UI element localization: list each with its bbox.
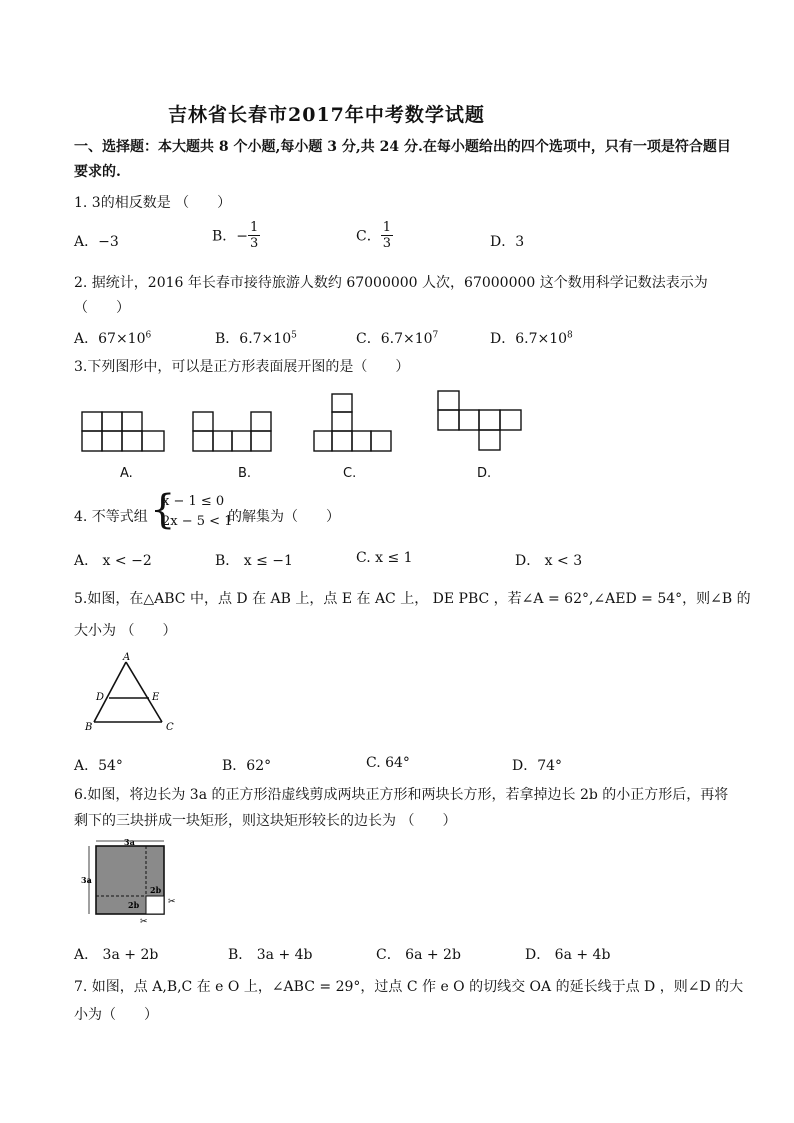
q3-stem: 3.下列图形中，可以是正方形表面展开图的是（ ） bbox=[74, 359, 410, 375]
q3-label-a: A. bbox=[120, 466, 133, 481]
q6-square-figure bbox=[80, 836, 190, 926]
q5-option-b: B．62° bbox=[222, 758, 272, 774]
q1-option-b bbox=[212, 220, 260, 251]
q2-option-a bbox=[74, 328, 151, 348]
q4-brace: { bbox=[150, 487, 176, 533]
q6-stem-line1: 6.如图，将边长为 3a 的正方形沿虚线剪成两块正方形和两块长方形，若拿掉边长 2b 的小正方形后，再将 bbox=[74, 787, 729, 803]
net-figure-b bbox=[193, 412, 271, 451]
q2-d-value: 6.7×10 bbox=[515, 331, 568, 347]
q2-c-value: 6.7×10 bbox=[380, 331, 433, 347]
q1-stem: 1. 3的相反数是 （ ） bbox=[74, 195, 232, 211]
section-heading-line1: 一、选择题：本大题共 8 个小题,每小题 3 分,共 24 分.在每小题给出的四个选项中，只有一项是符合题目 bbox=[74, 139, 731, 155]
q1-b-denominator: 3 bbox=[250, 236, 259, 251]
q2-stem-line1: 2. 据统计，2016 年长春市接待旅游人数约 67000000 人次，67000000 这个数用科学记数法表示为 bbox=[74, 275, 708, 291]
q2-b-value: 6.7×10 bbox=[239, 331, 292, 347]
q2-option-b bbox=[215, 328, 297, 348]
q4-suffix: 的解集为（ ） bbox=[228, 509, 340, 525]
q3-label-b: B. bbox=[238, 466, 252, 481]
q1-option-d: D．3 bbox=[490, 234, 525, 250]
q5-option-c: C. 64° bbox=[366, 755, 410, 771]
q6-label-bottom: 2b bbox=[128, 900, 140, 910]
q1-option-c-prefix: C． bbox=[356, 228, 381, 245]
q5-point-b: B bbox=[85, 722, 93, 733]
q7-stem-line2: 小为（ ） bbox=[74, 1007, 158, 1023]
q6-option-b: B． 3a + 4b bbox=[228, 947, 313, 963]
q5-point-d: D bbox=[96, 692, 105, 703]
q5-point-c: C bbox=[166, 722, 174, 733]
q4-prefix: 4. 不等式组 bbox=[74, 509, 148, 525]
page-title: 吉林省长春市2017年中考数学试题 bbox=[168, 104, 485, 126]
q2-b-label: B． bbox=[215, 331, 240, 347]
q2-a-value: 67×10 bbox=[98, 331, 146, 347]
q2-a-exponent: 6 bbox=[145, 330, 152, 341]
net-figure-c bbox=[314, 394, 391, 451]
q2-d-label: D． bbox=[490, 331, 516, 347]
q3-label-c: C. bbox=[343, 466, 357, 481]
q5-point-e: E bbox=[152, 692, 160, 703]
q6-option-c: C． 6a + 2b bbox=[376, 947, 461, 963]
q3-label-d: D. bbox=[477, 466, 492, 481]
q4-option-a: A． x < −2 bbox=[74, 553, 152, 569]
q1-option-b-prefix: B．− bbox=[212, 228, 249, 245]
q2-b-exponent: 5 bbox=[291, 330, 297, 341]
q7-stem-line1: 7. 如图，点 A,B,C 在 e O 上，∠ABC = 29°，过点 C 作 e O 的切线交 OA 的延长线于点 D ，则∠D 的大 bbox=[74, 979, 744, 995]
net-figure-a bbox=[82, 412, 164, 451]
q3-net-figures bbox=[70, 385, 540, 485]
q4-option-b: B． x ≤ −1 bbox=[215, 553, 293, 569]
q2-a-label: A． bbox=[74, 331, 99, 347]
scissors-icon: ✂ bbox=[168, 897, 176, 907]
q2-option-c bbox=[356, 328, 438, 348]
scissors-icon-bottom: ✂ bbox=[140, 917, 148, 926]
q4-option-d: D． x < 3 bbox=[515, 553, 583, 569]
q2-d-exponent: 8 bbox=[567, 330, 573, 341]
q5-triangle-figure bbox=[82, 650, 192, 734]
section-heading-line2: 要求的. bbox=[74, 164, 121, 180]
q2-stem-line2: （ ） bbox=[74, 300, 130, 316]
q6-option-a: A． 3a + 2b bbox=[74, 947, 159, 963]
q1-c-numerator: 1 bbox=[382, 220, 391, 235]
q6-option-d: D． 6a + 4b bbox=[525, 947, 611, 963]
q1-c-denominator: 3 bbox=[382, 236, 391, 251]
net-figure-d bbox=[438, 391, 521, 450]
q4-inequality-1: x − 1 ≤ 0 bbox=[162, 494, 225, 509]
q2-c-label: C． bbox=[356, 331, 381, 347]
q5-stem-line2: 大小为 （ ） bbox=[74, 623, 177, 639]
q2-option-d bbox=[490, 328, 573, 348]
q5-stem-line1: 5.如图，在△ABC 中，点 D 在 AB 上，点 E 在 AC 上， DE PBC ，若∠A = 62°,∠AED = 54°，则∠B 的 bbox=[74, 591, 751, 607]
q1-option-c bbox=[356, 220, 393, 251]
q2-c-exponent: 7 bbox=[432, 330, 439, 341]
q5-option-d: D．74° bbox=[512, 758, 563, 774]
q1-option-c-fraction bbox=[381, 220, 393, 251]
q6-label-top: 3a bbox=[124, 837, 135, 847]
q1-option-b-fraction bbox=[248, 220, 260, 251]
q5-point-a: A bbox=[123, 652, 131, 663]
q4-option-c: C. x ≤ 1 bbox=[356, 550, 413, 566]
q4-inequality-2: 2x − 5 < 1 bbox=[162, 514, 233, 529]
q5-option-a: A．54° bbox=[74, 758, 123, 774]
q6-stem-line2: 剩下的三块拼成一块矩形，则这块矩形较长的边长为 （ ） bbox=[74, 813, 457, 829]
q1-option-a: A．−3 bbox=[74, 234, 119, 250]
q6-label-right: 2b bbox=[150, 885, 162, 895]
q6-label-left: 3a bbox=[81, 875, 92, 885]
q1-b-numerator: 1 bbox=[250, 220, 259, 235]
